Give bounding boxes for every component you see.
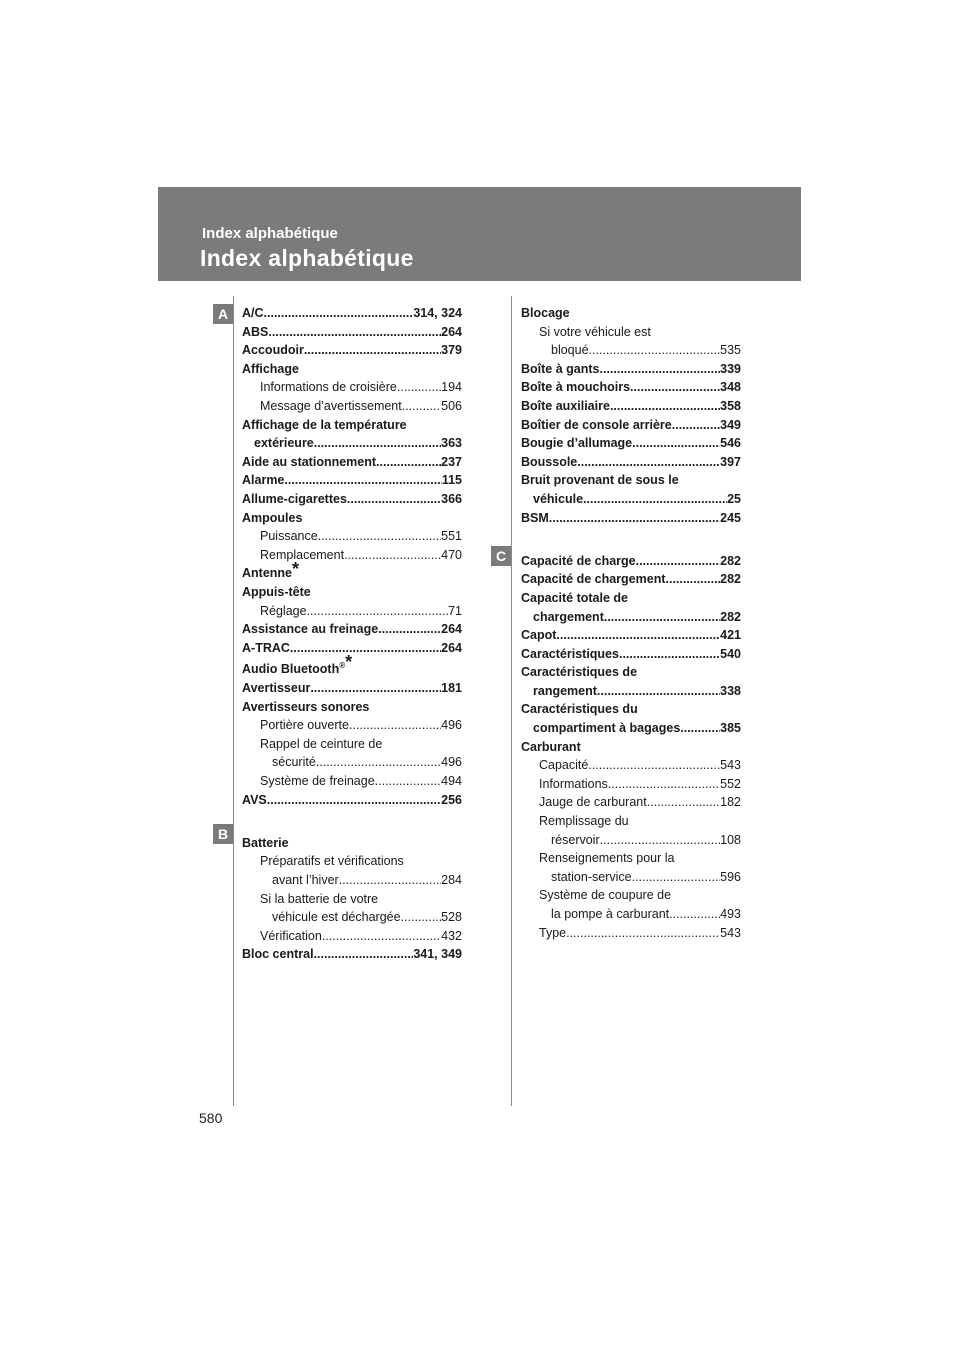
asterisk-icon: * [345, 652, 353, 673]
index-subentry: Jauge de carburant ..... 182 [521, 793, 741, 812]
index-entry: extérieure ..... 363 [242, 434, 462, 453]
index-entry: compartiment à bagages ..... 385 [521, 719, 741, 738]
index-subentry: sécurité ..... 496 [242, 753, 462, 772]
index-entry: rangement ..... 338 [521, 682, 741, 701]
index-subentry: Puissance ..... 551 [242, 527, 462, 546]
index-heading: Avertisseurs sonores [242, 699, 370, 714]
index-heading: Batterie [242, 835, 289, 850]
index-entry: Assistance au freinage ..... 264 [242, 620, 462, 639]
index-heading: Affichage [242, 361, 299, 376]
index-entry: Boussole ..... 397 [521, 453, 741, 472]
index-heading: Ampoules [242, 510, 303, 525]
index-entry: Caractéristiques ..... 540 [521, 645, 741, 664]
index-column-left [242, 304, 462, 964]
index-entry: Allume-cigarettes ..... 366 [242, 490, 462, 509]
index-subentry: station-service ..... 596 [521, 868, 741, 887]
index-entry: Capot ..... 421 [521, 626, 741, 645]
index-subentry: Remplacement ..... 470 [242, 546, 462, 565]
index-entry: Boîte à gants ..... 339 [521, 360, 741, 379]
index-subentry: Message d’avertissement ..... 506 [242, 397, 462, 416]
index-subentry: Type ..... 543 [521, 924, 741, 943]
index-subentry: Si votre véhicule est [539, 324, 651, 339]
page-number: 580 [199, 1110, 223, 1126]
index-subentry: Informations de croisière ..... 194 [242, 378, 462, 397]
index-entry: Boîte auxiliaire ..... 358 [521, 397, 741, 416]
header-subtitle: Index alphabétique [202, 225, 338, 242]
index-subentry: Système de coupure de [539, 888, 672, 903]
index-entry: Bloc central ..... 341, 349 [242, 945, 462, 964]
index-subentry: Système de freinage ..... 494 [242, 772, 462, 791]
index-entry: Boîtier de console arrière ..... 349 [521, 416, 741, 435]
index-entry: BSM ..... 245 [521, 509, 741, 528]
index-heading: Affichage de la température [242, 417, 407, 432]
index-heading: Appuis-tête [242, 584, 311, 599]
registered-mark-icon: ® [339, 661, 346, 671]
index-entry: Bougie d’allumage ..... 546 [521, 434, 741, 453]
header-title: Index alphabétique [200, 245, 414, 271]
index-subentry: Si la batterie de votre [260, 891, 379, 906]
index-entry: véhicule ..... 25 [521, 490, 741, 509]
section-letter-a: A [213, 304, 233, 324]
index-heading: Caractéristiques de [521, 665, 638, 680]
index-entry: Aide au stationnement ..... 237 [242, 453, 462, 472]
index-entry: Capacité de charge ..... 282 [521, 552, 741, 571]
index-subentry: la pompe à carburant ..... 493 [521, 905, 741, 924]
index-column-right [521, 304, 741, 942]
index-subentry: Informations ..... 552 [521, 775, 741, 794]
index-entry: ABS ..... 264 [242, 323, 462, 342]
index-subentry: bloqué ..... 535 [521, 341, 741, 360]
index-heading: Caractéristiques du [521, 702, 638, 717]
index-entry: Avertisseur ..... 181 [242, 679, 462, 698]
index-subentry: Rappel de ceinture de [260, 736, 383, 751]
index-heading: Carburant [521, 739, 581, 754]
left-column-rule [233, 296, 234, 1106]
index-entry: AVS ..... 256 [242, 791, 462, 810]
index-entry: chargement ..... 282 [521, 608, 741, 627]
index-subentry: avant l’hiver ..... 284 [242, 871, 462, 890]
index-entry: Capacité de chargement ..... 282 [521, 570, 741, 589]
index-entry: Alarme ..... 115 [242, 471, 462, 490]
index-entry: Accoudoir ..... 379 [242, 341, 462, 360]
asterisk-icon: * [292, 559, 300, 580]
index-entry: A/C ..... 314, 324 [242, 304, 462, 323]
index-heading: Audio Bluetooth®* [242, 652, 353, 677]
section-letter-c: C [491, 546, 511, 566]
index-entry: Boîte à mouchoirs ..... 348 [521, 378, 741, 397]
index-heading: Blocage [521, 306, 570, 320]
right-column-rule [511, 296, 512, 1106]
index-heading: Bruit provenant de sous le [521, 473, 679, 488]
index-entry: A-TRAC ..... 264 [242, 639, 462, 658]
index-subentry: Portière ouverte ..... 496 [242, 716, 462, 735]
index-subentry: Vérification ..... 432 [242, 927, 462, 946]
index-subentry: Réglage ..... 71 [242, 602, 462, 621]
section-letter-b: B [213, 824, 233, 844]
index-subentry: véhicule est déchargée ..... 528 [242, 908, 462, 927]
page-header [158, 187, 801, 281]
index-heading: Antenne* [242, 559, 300, 581]
index-heading: Capacité totale de [521, 590, 628, 605]
index-subentry: Capacité ..... 543 [521, 756, 741, 775]
index-subentry: réservoir ..... 108 [521, 831, 741, 850]
index-subentry: Renseignements pour la [539, 851, 675, 866]
index-subentry: Préparatifs et vérifications [260, 854, 404, 869]
index-subentry: Remplissage du [539, 814, 629, 829]
